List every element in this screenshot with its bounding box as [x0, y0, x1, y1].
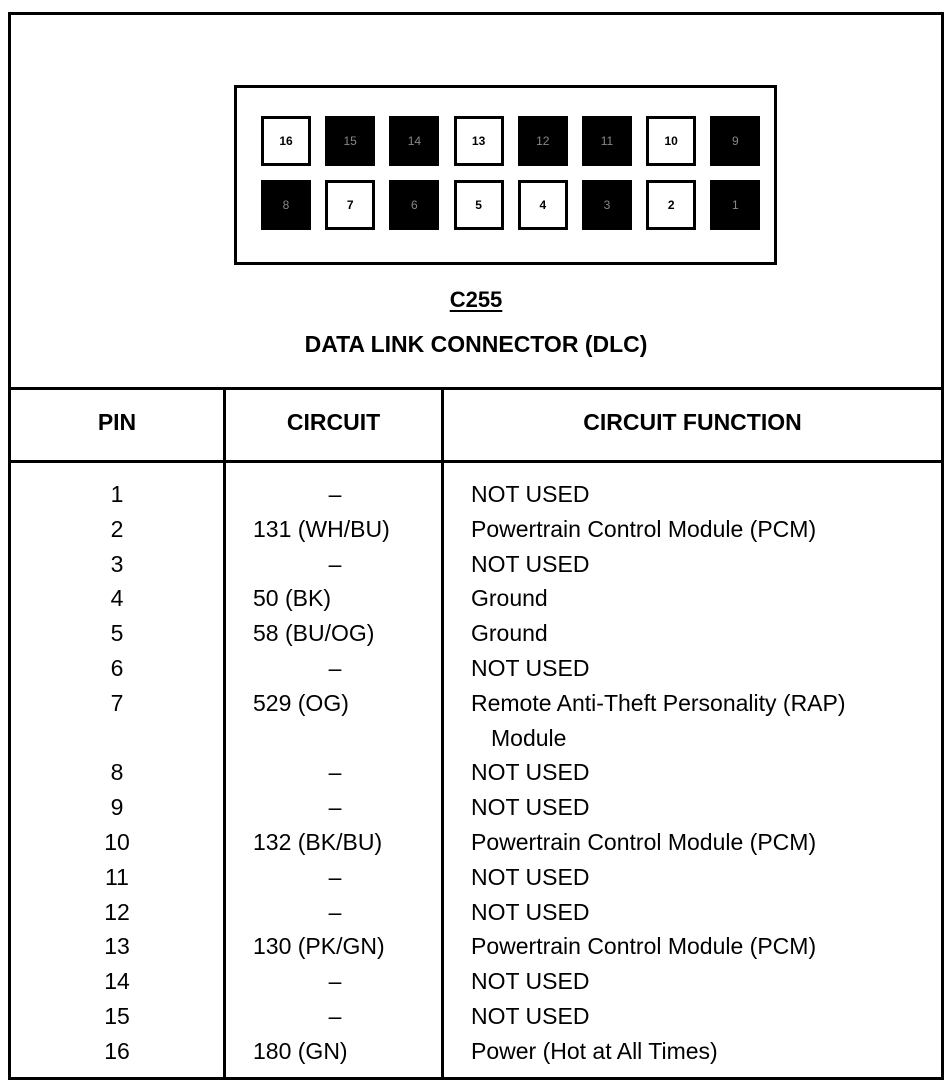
circuit-function: [471, 477, 931, 512]
pin-number: 10: [104, 828, 130, 855]
circuit-function-text: NOT USED: [471, 654, 590, 681]
circuit-function-text: NOT USED: [471, 968, 590, 995]
circuit: –: [328, 759, 342, 786]
table-row: [11, 651, 941, 686]
table-row: [11, 477, 941, 512]
table-row: [11, 616, 941, 651]
diagram-frame: [8, 12, 944, 1080]
circuit: 50 (BK): [253, 585, 331, 612]
circuit-function: [471, 581, 931, 616]
circuit: –: [328, 863, 342, 890]
circuit-function: [471, 547, 931, 582]
circuit: 131 (WH/BU): [253, 515, 390, 542]
header-function: CIRCUIT FUNCTION: [583, 409, 802, 435]
circuit-function-text: NOT USED: [471, 898, 590, 925]
circuit: 529 (OG): [253, 689, 349, 716]
circuit-function: [471, 895, 931, 930]
table-row: [11, 547, 941, 582]
table-row: [11, 581, 941, 616]
pin-number: 12: [104, 898, 130, 925]
connector-face: [234, 85, 777, 265]
circuit: 58 (BU/OG): [253, 620, 375, 647]
circuit: 180 (GN): [253, 1037, 348, 1064]
pin-8: 8: [261, 180, 311, 230]
table-row: [11, 755, 941, 790]
header-pin: PIN: [97, 409, 137, 435]
connector-name: DATA LINK CONNECTOR (DLC): [304, 331, 648, 357]
pin-number: 5: [110, 620, 124, 647]
circuit-function: [471, 964, 931, 999]
pin-9: 9: [710, 116, 760, 166]
pin-number: 4: [110, 585, 124, 612]
circuit-function-continuation: Module: [491, 724, 567, 751]
pin-number: 3: [110, 550, 124, 577]
pin-6: 6: [389, 180, 439, 230]
table-row: [11, 686, 941, 756]
table-top-divider: [11, 387, 941, 390]
table-row: [11, 512, 941, 547]
circuit: –: [328, 550, 342, 577]
circuit-function: [471, 616, 931, 651]
pin-number: 15: [104, 1002, 130, 1029]
pin-number: 9: [110, 794, 124, 821]
circuit-function-text: Power (Hot at All Times): [471, 1037, 718, 1064]
circuit-function: [471, 1034, 931, 1069]
circuit: 132 (BK/BU): [253, 828, 383, 855]
circuit-function-text: NOT USED: [471, 863, 590, 890]
table-row: [11, 999, 941, 1034]
pin-16: 16: [261, 116, 311, 166]
circuit-function-text: NOT USED: [471, 759, 590, 786]
circuit: –: [328, 794, 342, 821]
pin-number: 8: [110, 759, 124, 786]
table-row: [11, 825, 941, 860]
circuit-function-text: Remote Anti-Theft Personality (RAP): [471, 689, 846, 716]
circuit-function-text: Powertrain Control Module (PCM): [471, 515, 817, 542]
header-circuit: CIRCUIT: [286, 409, 381, 435]
pin-number: 2: [110, 515, 124, 542]
circuit-function-text: Ground: [471, 585, 548, 612]
header-divider: [11, 460, 941, 463]
table-row: [11, 860, 941, 895]
table-row: [11, 1034, 941, 1069]
pin-table-body: [11, 477, 941, 1069]
circuit: –: [328, 654, 342, 681]
circuit-function: [471, 755, 931, 790]
pin-number: 13: [104, 933, 130, 960]
circuit-function: [471, 999, 931, 1034]
circuit-function: [471, 686, 931, 756]
circuit-function-text: NOT USED: [471, 481, 590, 507]
pin-number: 6: [110, 654, 124, 681]
pin-number: 16: [104, 1037, 130, 1064]
table-row: [11, 929, 941, 964]
circuit: –: [328, 898, 342, 925]
pin-3: 3: [582, 180, 632, 230]
circuit-function: [471, 790, 931, 825]
pin-4: 4: [518, 180, 568, 230]
circuit-function-text: Powertrain Control Module (PCM): [471, 933, 817, 960]
pin-2: 2: [646, 180, 696, 230]
circuit: –: [328, 968, 342, 995]
circuit-function-text: Ground: [471, 620, 548, 647]
pin-1: 1: [710, 180, 760, 230]
pin-10: 10: [646, 116, 696, 166]
circuit-function: [471, 512, 931, 547]
circuit: –: [328, 481, 342, 507]
circuit-function: [471, 929, 931, 964]
circuit-function-text: Powertrain Control Module (PCM): [471, 828, 817, 855]
pin-number: 7: [110, 689, 124, 716]
pin-7: 7: [325, 180, 375, 230]
pin-12: 12: [518, 116, 568, 166]
pin-15: 15: [325, 116, 375, 166]
pin-11: 11: [582, 116, 632, 166]
pin-14: 14: [389, 116, 439, 166]
pin-number: 1: [110, 481, 124, 507]
table-row: [11, 895, 941, 930]
circuit-function: [471, 651, 931, 686]
circuit-function-text: NOT USED: [471, 550, 590, 577]
pin-number: 14: [104, 968, 130, 995]
connector-id: [11, 287, 941, 313]
circuit-function: [471, 860, 931, 895]
table-row: [11, 964, 941, 999]
table-row: [11, 790, 941, 825]
circuit: –: [328, 1002, 342, 1029]
circuit-function: [471, 825, 931, 860]
circuit-function-text: NOT USED: [471, 1002, 590, 1029]
circuit-function-text: NOT USED: [471, 794, 590, 821]
pin-13: 13: [454, 116, 504, 166]
circuit: 130 (PK/GN): [253, 933, 385, 960]
connector-id-text: C255: [449, 287, 503, 312]
pin-number: 11: [105, 863, 129, 890]
pin-5: 5: [454, 180, 504, 230]
